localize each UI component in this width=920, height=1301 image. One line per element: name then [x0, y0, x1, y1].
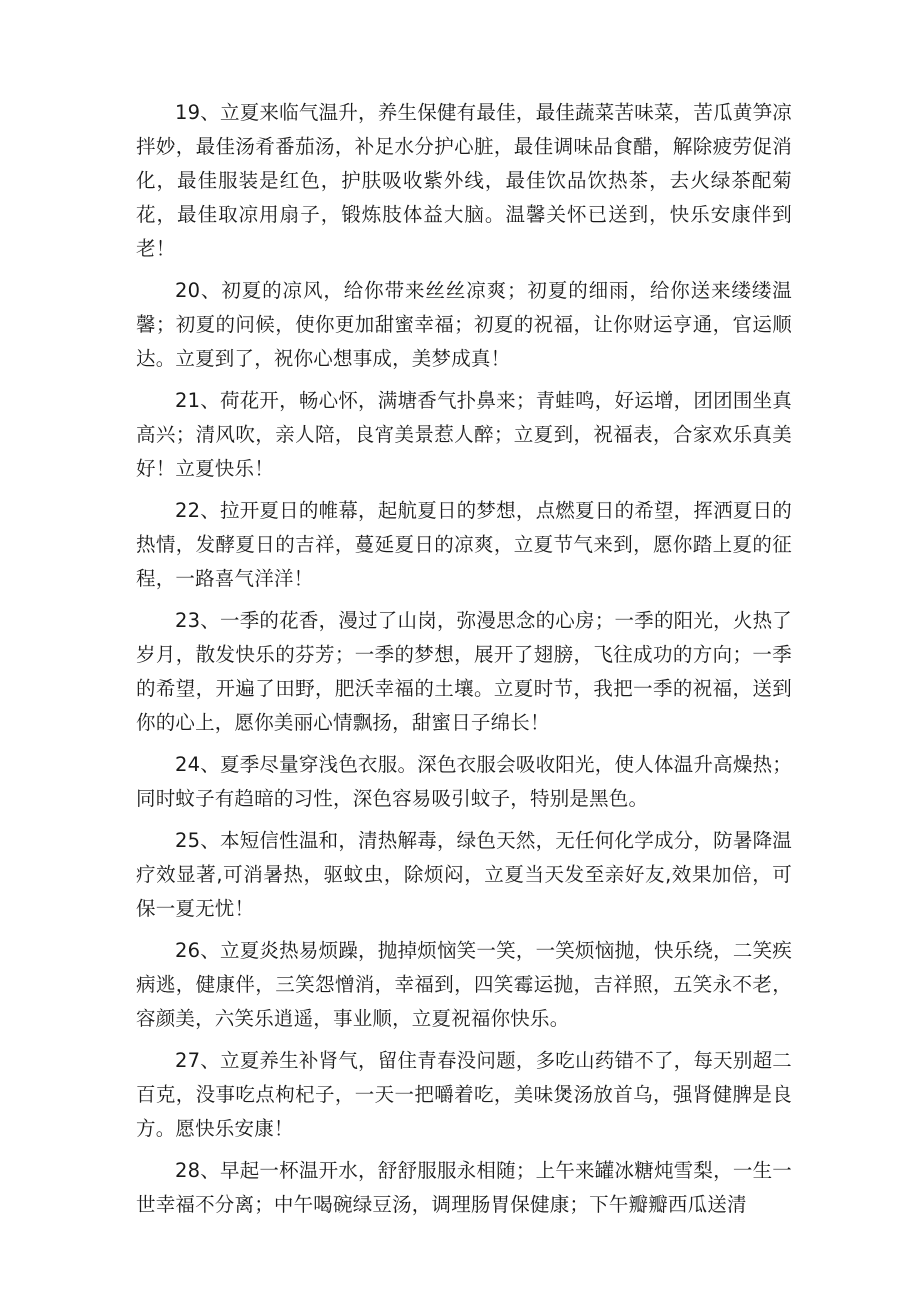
paragraph-28: 28、早起一杯温开水，舒舒服服永相随；上午来罐冰糖炖雪梨，一生一世幸福不分离；中午喝碗绿豆汤，调理肠胃保健康；下午瓣瓣西瓜送清: [136, 1159, 792, 1216]
paragraph-27: 27、立夏养生补肾气，留住青春没问题，多吃山药错不了，每天别超二百克，没事吃点枸杞子，一天一把嚼着吃，美味煲汤放首乌，强肾健脾是良方。愿快乐安康！: [136, 1049, 792, 1140]
paragraph-25: 25、本短信性温和，清热解毒，绿色天然，无任何化学成分，防暑降温疗效显著,可消暑热，驱蚊虫，除烦闷，立夏当天发至亲好友,效果加倍，可保一夏无忧！: [136, 829, 792, 920]
paragraph-19: 19、立夏来临气温升，养生保健有最佳，最佳蔬菜苦味菜，苦瓜黄笋凉拌妙，最佳汤肴番茄汤，补足水分护心脏，最佳调味品食醋，解除疲劳促消化，最佳服装是红色，护肤吸收紫外线，最佳饮品饮热茶，去火绿茶配菊花，最佳取凉用扇子，锻炼肢体益大脑。温馨关怀已送到，快乐安康伴到老！: [136, 101, 792, 260]
document-body: [136, 96, 792, 1230]
paragraph-26: 26、立夏炎热易烦躁，抛掉烦恼笑一笑，一笑烦恼抛，快乐绕，二笑疾病逃，健康伴，三笑怨憎消，幸福到，四笑霉运抛，吉祥照，五笑永不老，容颜美，六笑乐逍遥，事业顺，立夏祝福你快乐。: [136, 939, 792, 1030]
paragraph-20: 20、初夏的凉风，给你带来丝丝凉爽；初夏的细雨，给你送来缕缕温馨；初夏的问候，使你更加甜蜜幸福；初夏的祝福，让你财运亨通，官运顺达。立夏到了，祝你心想事成，美梦成真！: [136, 279, 792, 370]
paragraph-23: 23、一季的花香，漫过了山岗，弥漫思念的心房；一季的阳光，火热了岁月，散发快乐的芬芳；一季的梦想，展开了翅膀，飞往成功的方向；一季的希望，开遍了田野，肥沃幸福的土壤。立夏时节，我把一季的祝福，送到你的心上，愿你美丽心情飘扬，甜蜜日子绵长！: [136, 609, 792, 734]
paragraph-22: 22、拉开夏日的帷幕，起航夏日的梦想，点燃夏日的希望，挥洒夏日的热情，发酵夏日的吉祥，蔓延夏日的凉爽，立夏节气来到，愿你踏上夏的征程，一路喜气洋洋！: [136, 499, 792, 590]
paragraph-21: 21、荷花开，畅心怀，满塘香气扑鼻来；青蛙鸣，好运增，团团围坐真高兴；清风吹，亲人陪，良宵美景惹人醉；立夏到，祝福表，合家欢乐真美好！立夏快乐！: [136, 389, 792, 480]
paragraph-24: 24、夏季尽量穿浅色衣服。深色衣服会吸收阳光，使人体温升高燥热；同时蚊子有趋暗的习性，深色容易吸引蚊子，特别是黑色。: [136, 753, 792, 810]
